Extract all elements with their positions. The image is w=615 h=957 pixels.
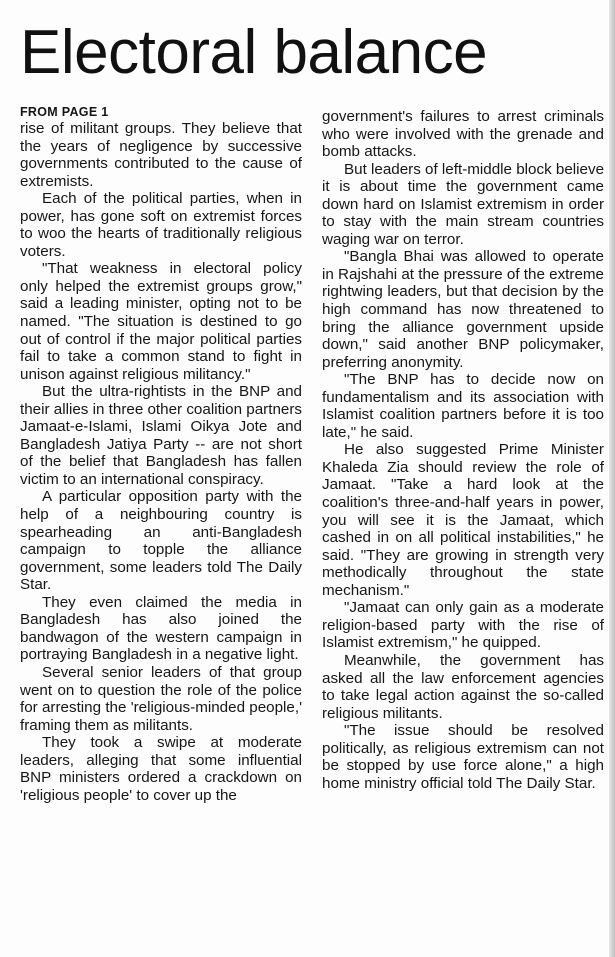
paragraph: "The issue should be resolved politically, as religious extremism can not be stopped by use force alone," a high home ministry official told The Daily Star. [322,722,604,792]
paragraph: They even claimed the media in Bangladesh has also joined the bandwagon of the western campaign in portraying Bangladesh in a negative light. [20,593,302,664]
paragraph: Meanwhile, the government has asked all the law enforcement agencies to take legal action against the so-called religious militants. [322,651,604,722]
paragraph: "The BNP has to decide now on fundamentalism and its association with Islamist coalition partners before it is too late," he said. [322,371,604,441]
paragraph: But leaders of left-middle block believe it is about time the government came down hard on Islamist extremism in order to stay with the main stream countries waging war on terror. [322,160,605,248]
paragraph: He also suggested Prime Minister Khaleda Zia should review the role of Jamaat. "Take a hard look at the coalition's three-and-half years in power, you will see it is the Jamaat, which cashed in on all political instabilities," he said. "They are growing in strength very methodically throughout the state mechanism." [322,441,604,599]
paragraph [20,104,302,190]
right-column [322,108,604,792]
paragraph: Several senior leaders of that group went on to question the role of the police for arresting the 'religious-minded people,' framing them as militants. [20,663,302,734]
left-column [20,104,302,804]
page-edge-shadow [609,0,615,957]
paragraph: They took a swipe at moderate leaders, alleging that some influential BNP ministers ordered a crackdown on 'religious people' to cover up the [20,734,302,804]
paragraph: But the ultra-rightists in the BNP and their allies in three other coalition partners Jamaat-e-Islami, Islami Oikya Jote and Bangladesh Jatiya Party -- are not short of the belief that Bangladesh has fallen victim to an international conspiracy. [20,383,302,488]
headline: Electoral balance [20,18,488,87]
paragraph: Each of the political parties, when in power, has gone soft on extremist forces to woo the hearts of traditionally religious voters. [20,190,302,260]
paragraph: "Bangla Bhai was allowed to operate in Rajshahi at the pressure of the extreme rightwing leaders, but that decision by the high command has now threatened to bring the alliance government upside down," said another BNP policymaker, preferring anonymity. [322,248,604,371]
paragraph: government's failures to arrest criminals who were involved with the grenade and bomb attacks. [322,108,604,161]
paragraph: A particular opposition party with the help of a neighbouring country is spearheading an anti-Bangladesh campaign to topple the alliance government, some leaders told The Daily Star. [20,488,302,594]
kicker: FROM PAGE 1 [20,105,109,119]
paragraph: "That weakness in electoral policy only helped the extremist groups grow," said a leading minister, opting not to be named. "The situation is destined to go out of control if the major political parties fail to take a common stand to fight in unison against religious militancy." [20,260,302,383]
paragraph: "Jamaat can only gain as a moderate religion-based party with the rise of Islamist extremism," he quipped. [322,599,604,652]
paragraph-text: rise of militant groups. They believe that the years of negligence by successive governments contributed to the cause of extremists. [20,120,302,190]
